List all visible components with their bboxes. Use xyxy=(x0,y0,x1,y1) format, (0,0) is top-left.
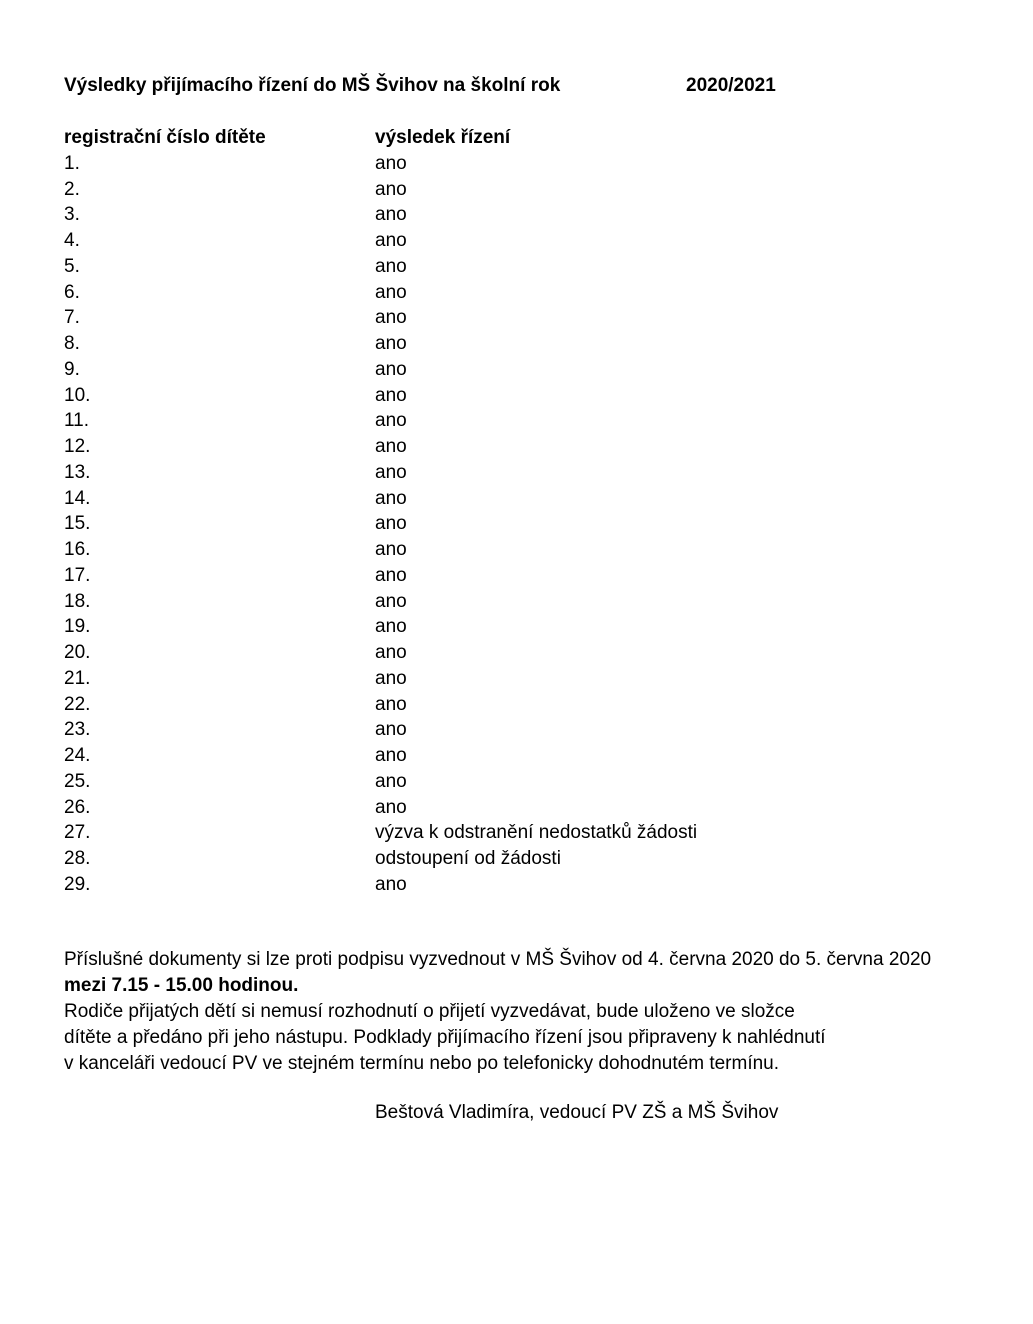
table-row xyxy=(64,383,964,409)
registration-number-cell: 21. xyxy=(64,667,91,689)
registration-number-cell: 3. xyxy=(64,204,80,226)
result-cell: ano xyxy=(375,358,407,380)
result-cell: ano xyxy=(375,513,407,535)
result-cell: ano xyxy=(375,539,407,560)
table-row xyxy=(64,228,964,254)
table-row xyxy=(64,434,964,460)
table-row xyxy=(64,589,964,615)
registration-number-cell: 12. xyxy=(64,436,91,457)
table-row xyxy=(64,202,964,228)
notes-line: v kanceláři vedoucí PV ve stejném termínu nebo po telefonicky dohodnutém termínu. xyxy=(64,1053,780,1074)
table-header-row xyxy=(64,125,964,151)
table-row xyxy=(64,177,964,203)
table-row xyxy=(64,666,964,692)
result-cell: ano xyxy=(375,333,407,354)
result-cell: ano xyxy=(375,616,407,638)
table-row xyxy=(64,331,964,357)
table-row xyxy=(64,537,964,563)
result-cell: výzva k odstranění nedostatků žádosti xyxy=(375,822,698,844)
result-cell: ano xyxy=(375,564,407,586)
result-cell: ano xyxy=(375,667,407,689)
result-cell: odstoupení od žádosti xyxy=(375,848,561,869)
notes-line: dítěte a předáno při jeho nástupu. Podklady přijímacího řízení jsou připraveny k nahlédnutí xyxy=(64,1027,826,1048)
registration-number-cell: 14. xyxy=(64,487,91,509)
registration-number-cell: 5. xyxy=(64,255,80,277)
registration-number-cell: 2. xyxy=(64,178,80,200)
registration-number-cell: 6. xyxy=(64,281,80,303)
table-row xyxy=(64,769,964,795)
table-row xyxy=(64,846,964,872)
registration-number-cell: 17. xyxy=(64,564,91,586)
registration-number-cell: 8. xyxy=(64,333,80,354)
result-cell: ano xyxy=(375,204,407,226)
result-cell: ano xyxy=(375,307,407,329)
result-cell: ano xyxy=(375,281,407,303)
result-cell: ano xyxy=(375,642,407,663)
result-cell: ano xyxy=(375,796,407,818)
registration-number-cell: 26. xyxy=(64,796,91,818)
table-row xyxy=(64,820,964,846)
registration-number-cell: 23. xyxy=(64,719,91,741)
registration-number-cell: 18. xyxy=(64,590,91,612)
notes-block xyxy=(64,947,1024,1077)
result-cell: ano xyxy=(375,384,407,406)
signature: Beštová Vladimíra, vedoucí PV ZŠ a MŠ Švihov xyxy=(375,1102,779,1123)
result-cell: ano xyxy=(375,178,407,200)
document-title: Výsledky přijímacího řízení do MŠ Švihov na školní rok xyxy=(64,75,561,96)
result-cell: ano xyxy=(375,410,407,432)
registration-number-cell: 20. xyxy=(64,642,91,663)
registration-number-cell: 15. xyxy=(64,513,91,535)
table-row xyxy=(64,795,964,821)
table-row xyxy=(64,872,964,898)
result-cell: ano xyxy=(375,873,407,895)
result-cell: ano xyxy=(375,152,407,174)
notes-line: Rodiče přijatých dětí si nemusí rozhodnutí o přijetí vyzvedávat, bude uloženo ve složce xyxy=(64,1001,795,1022)
registration-number-cell: 7. xyxy=(64,307,80,329)
table-row xyxy=(64,254,964,280)
registration-number-cell: 25. xyxy=(64,770,91,792)
school-year: 2020/2021 xyxy=(686,75,776,96)
table-row xyxy=(64,743,964,769)
registration-number-cell: 28. xyxy=(64,848,91,869)
result-cell: ano xyxy=(375,693,407,715)
registration-number-cell: 29. xyxy=(64,873,91,895)
result-cell: ano xyxy=(375,255,407,277)
results-table xyxy=(64,125,964,898)
table-row xyxy=(64,614,964,640)
table-row xyxy=(64,460,964,486)
result-cell: ano xyxy=(375,590,407,612)
table-row xyxy=(64,486,964,512)
registration-number-cell: 19. xyxy=(64,616,91,638)
notes-hours: mezi 7.15 - 15.00 hodinou. xyxy=(64,975,299,996)
table-row xyxy=(64,408,964,434)
result-cell: ano xyxy=(375,487,407,509)
registration-number-cell: 4. xyxy=(64,230,80,251)
registration-number-cell: 9. xyxy=(64,358,80,380)
registration-number-cell: 24. xyxy=(64,745,91,766)
column-header-registration-number: registrační číslo dítěte xyxy=(64,127,266,148)
registration-number-cell: 13. xyxy=(64,461,91,483)
table-row xyxy=(64,511,964,537)
result-cell: ano xyxy=(375,436,407,457)
table-row xyxy=(64,357,964,383)
registration-number-cell: 1. xyxy=(64,152,80,174)
table-row xyxy=(64,151,964,177)
table-row xyxy=(64,305,964,331)
result-cell: ano xyxy=(375,745,407,766)
registration-number-cell: 16. xyxy=(64,539,91,560)
table-row xyxy=(64,280,964,306)
result-cell: ano xyxy=(375,230,407,251)
table-body xyxy=(64,151,964,898)
table-row xyxy=(64,563,964,589)
result-cell: ano xyxy=(375,461,407,483)
registration-number-cell: 22. xyxy=(64,693,91,715)
table-row xyxy=(64,640,964,666)
table-row xyxy=(64,692,964,718)
result-cell: ano xyxy=(375,719,407,741)
column-header-result: výsledek řízení xyxy=(375,127,511,148)
registration-number-cell: 10. xyxy=(64,384,91,406)
result-cell: ano xyxy=(375,770,407,792)
table-row xyxy=(64,717,964,743)
registration-number-cell: 27. xyxy=(64,822,91,844)
notes-line: Příslušné dokumenty si lze proti podpisu vyzvednout v MŠ Švihov od 4. června 2020 do 5. června 2020 xyxy=(64,949,932,970)
registration-number-cell: 11. xyxy=(64,410,90,432)
